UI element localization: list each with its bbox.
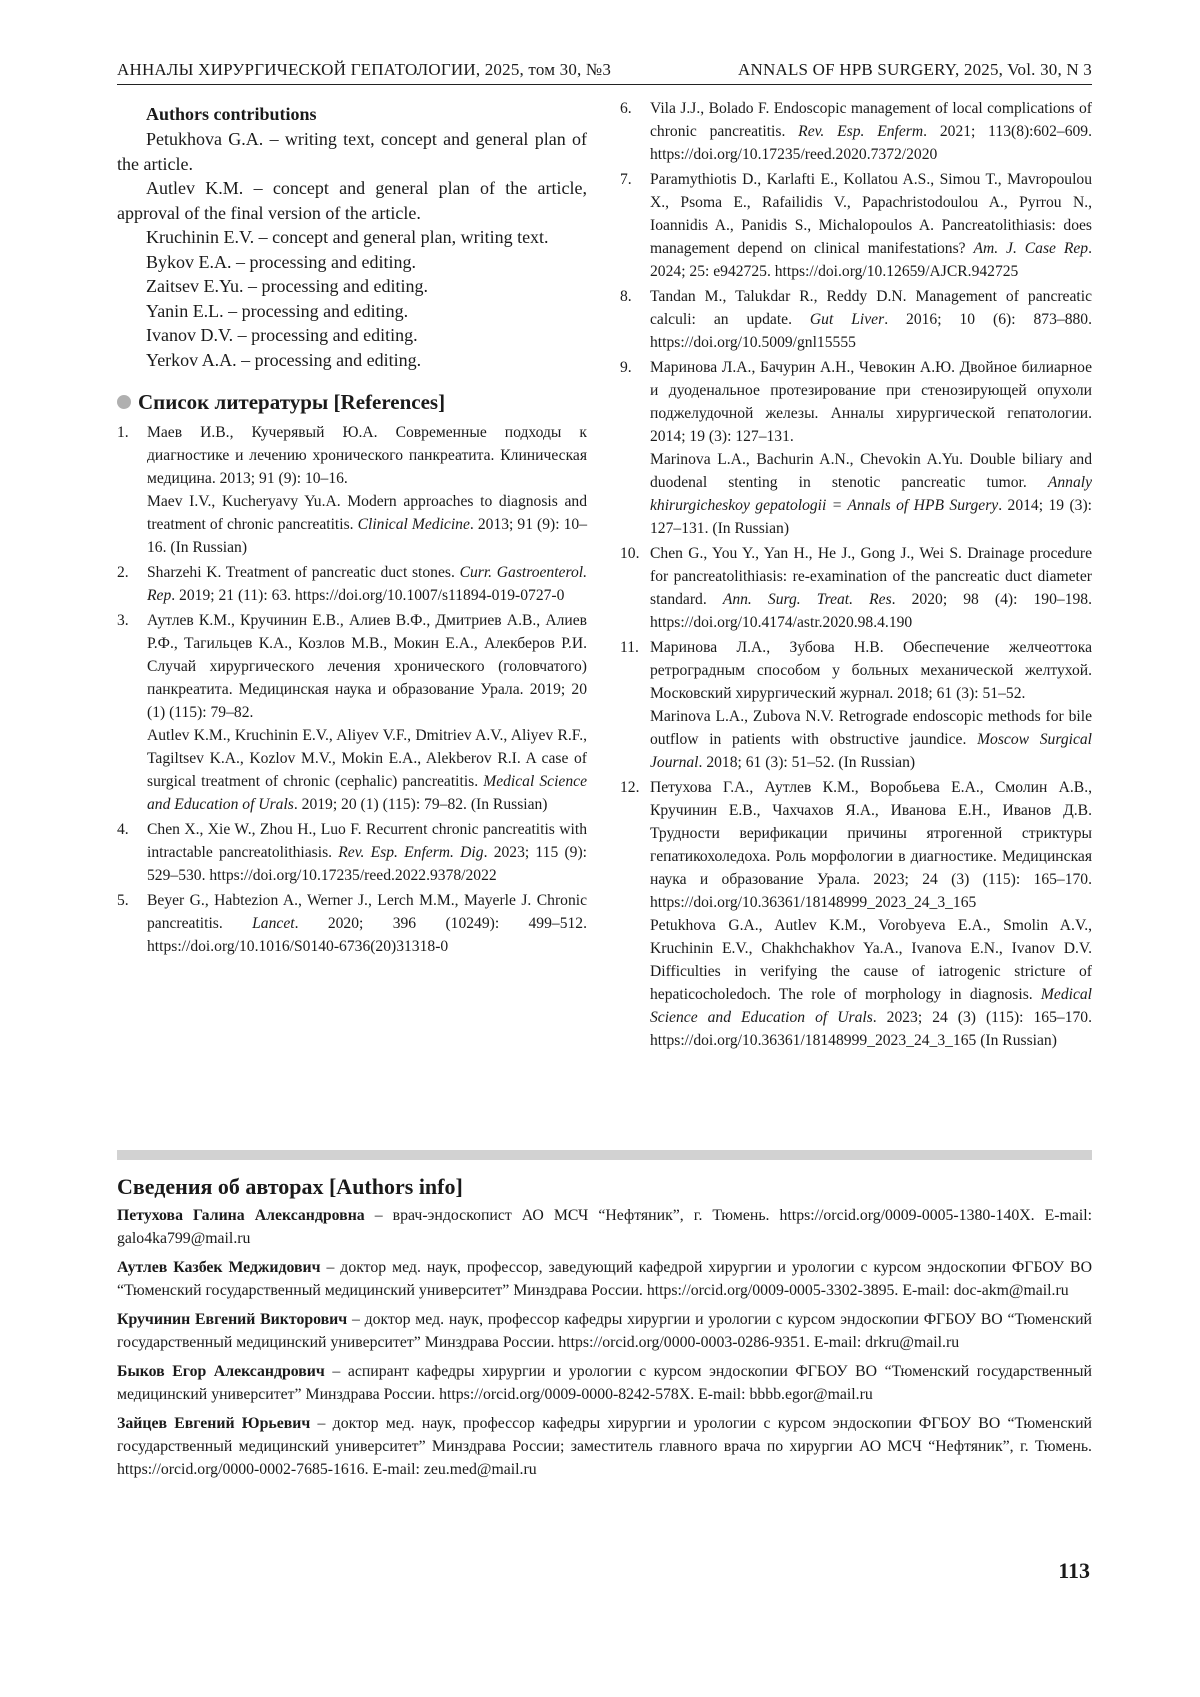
reference-item [620,356,1092,540]
author-entry: Кручинин Евгений Викторович – доктор мед. наук, профессор кафедры хирургии и урологии с курсом эндоскопии ФГБОУ ВО “Тюменский государственный медицинский университет” Минздрава России. https://orcid.org/0000-0003-0286-9351. E-mail: drkru@mail.ru [117,1311,1092,1351]
right-column [620,97,1092,1054]
reference-number: 7. [620,171,632,188]
contribution-item: Autlev K.M. – concept and general plan of the article, approval of the final version of the article. [117,178,587,223]
page-number: 113 [1058,1558,1090,1583]
reference-text: Tandan M., Talukdar R., Reddy D.N. Management of pancreatic calculi: an update. Gut Liver. 2016; 10 (6): 873–880. https://doi.org/10.5009/gnl15555 [650,288,1092,351]
reference-text: Beyer G., Habtezion A., Werner J., Lerch M.M., Mayerle J. Chronic pancreatitis. Lancet. 2020; 396 (10249): 499–512. https://doi.org/10.1016/S0140-6736(20)31318-0 [147,892,587,955]
authors-contributions [117,102,587,372]
header-journal-ru: АННАЛЫ ХИРУРГИЧЕСКОЙ ГЕПАТОЛОГИИ, 2025, том 30, №3 [117,60,612,79]
reference-item [620,636,1092,774]
contribution-item: Petukhova G.A. – writing text, concept and general plan of the article. [117,129,587,174]
contribution-item: Zaitsev E.Yu. – processing and editing. [146,276,428,296]
references-heading [117,389,587,415]
reference-item [620,168,1092,283]
author-name: Быков Егор Александрович [117,1363,325,1380]
section-divider [117,1150,1092,1160]
reference-ru: Маринова Л.А., Зубова Н.В. Обеспечение желчеоттока ретроградным способом у больных механической желтухой. Московский хирургический журнал. 2018; 61 (3): 51–52. [650,639,1092,702]
reference-number: 9. [620,359,632,376]
reference-number: 8. [620,288,632,305]
reference-text: Vila J.J., Bolado F. Endoscopic management of local complications of chronic pancreatitis. Rev. Esp. Enferm. 2021; 113(8):602–609. https://doi.org/10.17235/reed.2020.7372/2020 [650,100,1092,163]
author-entry: Зайцев Евгений Юрьевич – доктор мед. наук, профессор кафедры хирургии и урологии с курсом эндоскопии ФГБОУ ВО “Тюменский государственный медицинский университет” Минздрава России; заместитель главного врача по хирургии АО МСЧ “Нефтяник”, г. Тюмень. https://orcid.org/0000-0002-7685-1616. E-mail: zeu.med@mail.ru [117,1415,1093,1478]
contributions-title: Authors contributions [146,104,317,124]
reference-ru: Маев И.В., Кучерявый Ю.А. Современные подходы к диагностике и лечению хронического панкреатита. Клиническая медицина. 2013; 91 (9): 10–16. [147,424,587,487]
reference-ru: Аутлев К.М., Кручинин Е.В., Алиев В.Ф., Дмитриев А.В., Алиев Р.Ф., Тагильцев К.А., Козлов М.В., Мокин Е.А., Алекберов Р.И. Случай хирургического лечения хронического (головчатого) панкреатита. Медицинская наука и образование Урала. 2019; 20 (1) (115): 79–82. [147,612,587,721]
author-entry: Петухова Галина Александровна – врач-эндоскопист АО МСЧ “Нефтяник”, г. Тюмень. https://orcid.org/0009-0005-1380-140X. E-mail: galo4ka799@mail.ru [117,1207,1092,1247]
reference-text: Chen G., You Y., Yan H., He J., Gong J., Wei S. Drainage procedure for pancreatolithiasis: re-examination of the pancreatic duct diameter standard. Ann. Surg. Treat. Res. 2020; 98 (4): 190–198. https://doi.org/10.4174/astr.2020.98.4.190 [650,545,1092,631]
header-journal-en: ANNALS OF HPB SURGERY, 2025, Vol. 30, N 3 [738,60,1092,79]
reference-item [117,561,587,607]
author-name: Кручинин Евгений Викторович [117,1311,348,1328]
contribution-item: Yanin E.L. – processing and editing. [146,300,409,321]
reference-text: Sharzehi K. Treatment of pancreatic duct stones. Curr. Gastroenterol. Rep. 2019; 21 (11): 63. https://doi.org/10.1007/s11894-019-0727-0 [147,564,587,604]
author-name: Петухова Галина Александровна [117,1207,365,1224]
author-entry: Быков Егор Александрович – аспирант кафедры хирургии и урологии с курсом эндоскопии ФГБОУ ВО “Тюменский государственный медицинский университет” Минздрава России. https://orcid.org/0009-0000-8242-578X. E-mail: bbbb.egor@mail.ru [117,1363,1092,1403]
contribution-item: Kruchinin E.V. – concept and general plan, writing text. [146,227,549,247]
reference-ru: Петухова Г.А., Аутлев К.М., Воробьева Е.А., Смолин А.В., Кручинин Е.В., Чахчахов Я.А., Иванова Е.Н., Иванов Д.В. Трудности верификации причины ятрогенной стриктуры гепатикохоледоха. Роль морфологии в диагностике. Медицинская наука и образование Урала. 2023; 24 (3) (115): 165–170. https://doi.org/10.36361/18148999_2023_24_3_165 [650,779,1092,911]
reference-en: Autlev K.M., Kruchinin E.V., Aliyev V.F., Dmitriev A.V., Aliyev R.F., Tagiltsev K.A., Kozlov M.V., Mokin E.A., Alekberov R.I. A case of surgical treatment of chronic (cephalic) pancreatitis. Medical Science and Education of Urals. 2019; 20 (1) (115): 79–82. (In Russian) [147,727,587,813]
contribution-item: Bykov E.A. – processing and editing. [146,251,416,272]
reference-number: 4. [117,821,129,838]
reference-item [117,818,587,887]
reference-list [620,97,1092,1052]
reference-en: Marinova L.A., Bachurin A.N., Chevokin A.Yu. Double biliary and duodenal stenting in stenotic pancreatic tumor. Annaly khirurgicheskoy gepatologii = Annals of HPB Surgery. 2014; 19 (3): 127–131. (In Russian) [650,451,1092,537]
reference-number: 3. [117,612,129,629]
reference-en: Maev I.V., Kucheryavy Yu.A. Modern approaches to diagnosis and treatment of chronic pancreatitis. Clinical Medicine. 2013; 91 (9): 10–16. (In Russian) [147,493,588,556]
reference-text: Chen X., Xie W., Zhou H., Luo F. Recurrent chronic pancreatitis with intractable pancreatolithiasis. Rev. Esp. Enferm. Dig. 2023; 115 (9): 529–530. https://doi.org/10.17235/reed.2022.9378/2022 [147,821,587,884]
reference-item [620,285,1092,354]
reference-item [620,776,1092,1052]
reference-ru: Маринова Л.А., Бачурин А.Н., Чевокин А.Ю. Двойное билиарное и дуоденальное протезирование при стенозирующей опухоли поджелудочной железы. Анналы хирургической гепатологии. 2014; 19 (3): 127–131. [650,359,1092,445]
author-entry: Аутлев Казбек Меджидович – доктор мед. наук, профессор, заведующий кафедрой хирургии и урологии с курсом эндоскопии ФГБОУ ВО “Тюменский государственный медицинский университет” Минздрава России. https://orcid.org/0009-0005-3302-3895. E-mail: doc-akm@mail.ru [117,1259,1092,1299]
reference-text: Paramythiotis D., Karlafti E., Kollatou A.S., Simou T., Mavropoulou X., Psoma E., Rafailidis V., Papachristodoulou A., Pyrrou N., Ioannidis A., Panidis S., Michalopoulos A. Pancreatolithiasis: does management depend on clinical manifestations? Am. J. Case Rep. 2024; 25: e942725. https://doi.org/10.12659/AJCR.942725 [650,171,1092,280]
reference-item [117,609,587,816]
authors-info-title: Сведения об авторах [Authors info] [117,1174,463,1199]
author-name: Аутлев Казбек Меджидович [117,1259,321,1276]
reference-item [620,542,1092,634]
reference-number: 2. [117,564,129,581]
references-title: Список литературы [References] [138,390,446,414]
reference-en: Petukhova G.A., Autlev K.M., Vorobyeva E.A., Smolin A.V., Kruchinin E.V., Chakhchakhov Ya.A., Ivanova E.N., Ivanov D.V. Difficulties in verifying the cause of iatrogenic stricture of hepaticocholedoch. The role of morphology in diagnosis. Medical Science and Education of Urals. 2023; 24 (3) (115): 165–170. https://doi.org/10.36361/18148999_2023_24_3_165 (In Russian) [650,917,1092,1049]
reference-number: 6. [620,100,632,117]
reference-number: 10. [620,545,640,562]
reference-number: 11. [620,639,639,656]
reference-item [117,889,587,958]
left-column [117,102,587,960]
reference-number: 5. [117,892,129,909]
reference-en: Marinova L.A., Zubova N.V. Retrograde endoscopic methods for bile outflow in patients with obstructive jaundice. Moscow Surgical Journal. 2018; 61 (3): 51–52. (In Russian) [650,708,1092,771]
reference-number: 12. [620,779,640,796]
reference-number: 1. [117,424,129,441]
author-name: Зайцев Евгений Юрьевич [117,1415,311,1432]
section-bullet-icon [117,395,131,409]
reference-item [620,97,1092,166]
contribution-item: Ivanov D.V. – processing and editing. [146,325,418,345]
authors-info [117,1150,1092,1487]
running-header [117,58,1092,85]
reference-list [117,421,587,958]
contribution-item: Yerkov A.A. – processing and editing. [146,349,422,370]
reference-item [117,421,587,559]
